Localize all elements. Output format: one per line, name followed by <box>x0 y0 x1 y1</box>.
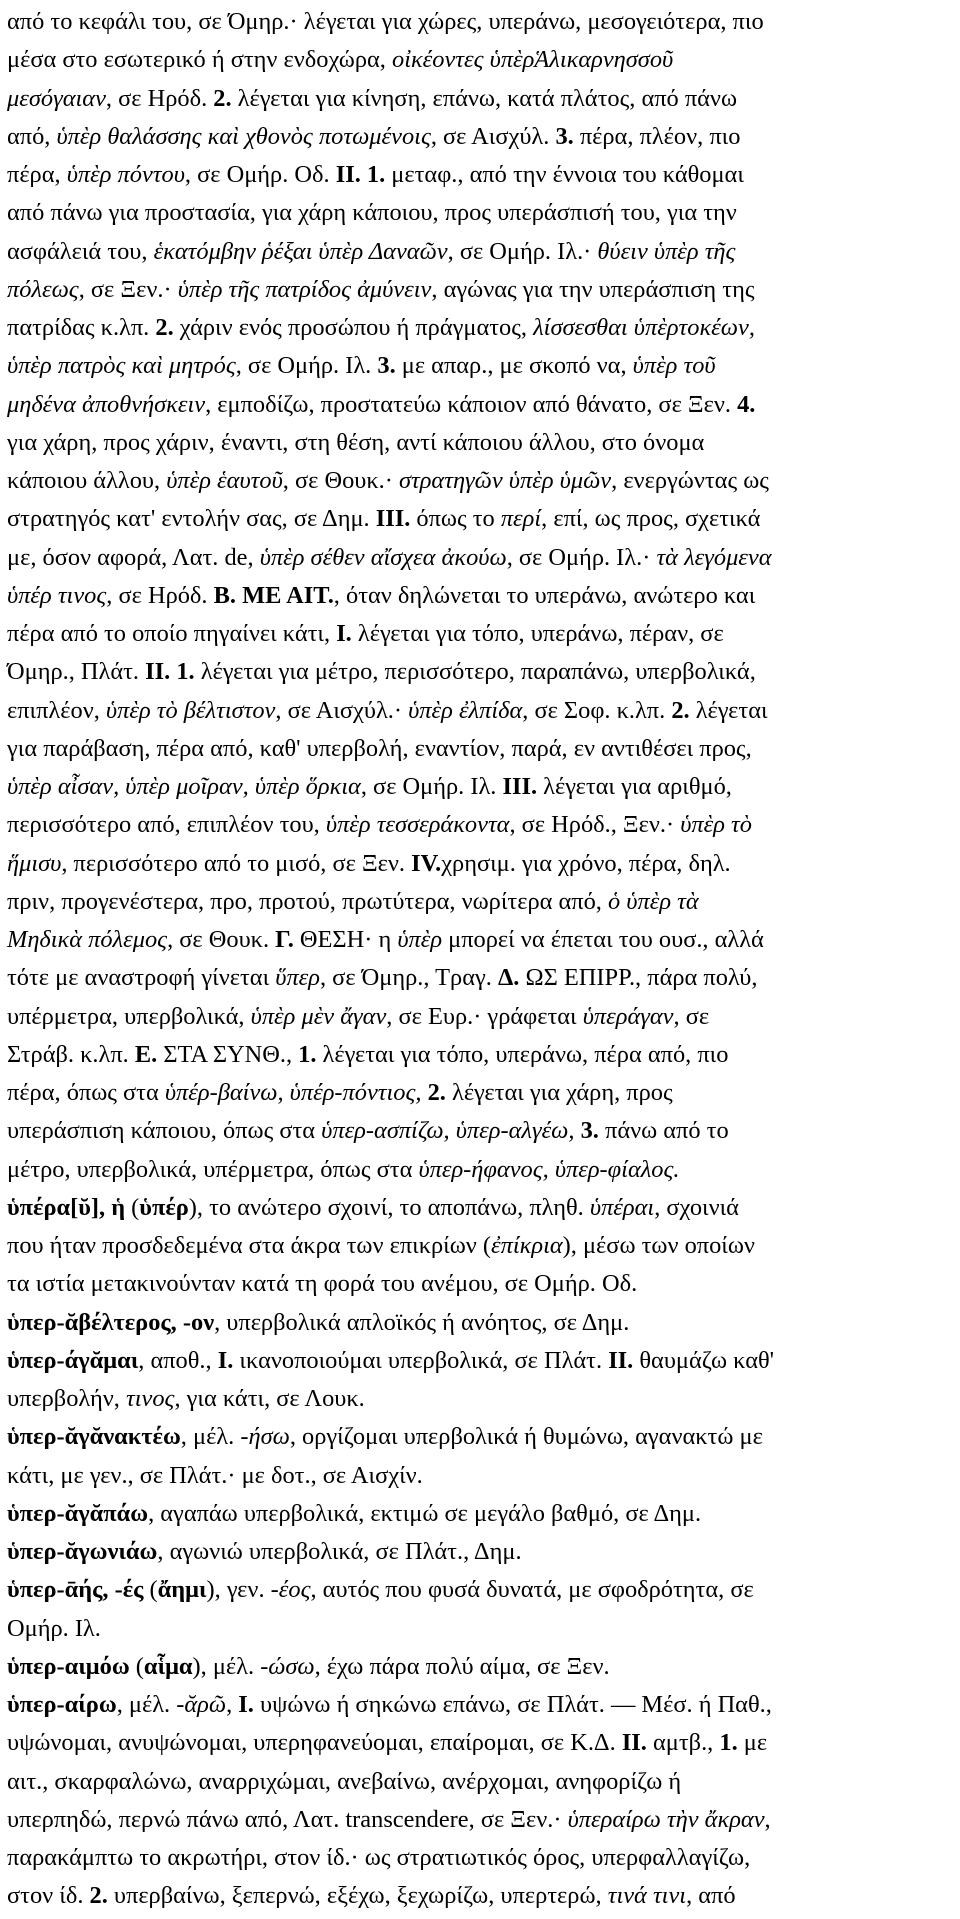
italic-text-run: ὑπεραίρω τὴν ἄκραν <box>567 1805 765 1833</box>
text-run: από πάνω για προστασία, για χάρη κάποιου, προς υπεράσπισή του, για την <box>7 199 737 227</box>
text-run: από, <box>7 122 57 150</box>
text-run: , σε Αισχύλ.· <box>275 696 409 724</box>
text-line <box>7 1421 953 1459</box>
text-line <box>7 1689 953 1727</box>
italic-text-run: Μηδικὰ πόλεμος <box>7 926 168 953</box>
italic-text-run: ὑπὲρ πατρὸς καὶ μητρός <box>7 352 236 380</box>
bold-text-run: ὑπερ-ᾱής, -ές <box>7 1576 144 1604</box>
text-run: , σε Ξεν.· <box>78 275 178 303</box>
text-run: κάποιου άλλου, <box>7 467 167 494</box>
text-line <box>7 1154 953 1192</box>
text-line <box>7 1460 953 1498</box>
italic-text-run: θύειν ὑπὲρ τῆς <box>597 237 736 265</box>
text-run: λέγεται για μέτρο, περισσότερο, παραπάνω, υπερβολικά, <box>194 658 756 686</box>
text-line <box>7 1001 953 1039</box>
text-run: χρησιμ. για χρόνο, πέρα, δηλ. <box>441 849 731 877</box>
text-run: , για κάτι, σε Λουκ. <box>174 1385 365 1412</box>
italic-text-run: τὰ λεγόμενα <box>656 543 772 571</box>
text-line <box>7 312 953 350</box>
text-run: υπέρμετρα, υπερβολικά, <box>7 1002 251 1030</box>
bold-text-run: 2. <box>213 84 232 112</box>
bold-text-run: 2. <box>671 696 690 724</box>
text-run: θαυμάζω καθ' <box>633 1346 775 1374</box>
bold-text-run: ὑπέρ <box>139 1193 189 1221</box>
text-line <box>7 618 953 656</box>
text-run: , επί, ως προς, σχετικά <box>541 505 761 533</box>
text-run: , σε Θουκ.· <box>282 467 399 494</box>
italic-text-run: λίσσεσθαι ὑπὲρτοκέων, <box>533 314 755 341</box>
text-run: , αυτός που φυσά δυνατά, με σφοδρότητα, σε <box>310 1576 754 1604</box>
text-run: για παράβαση, πέρα από, καθ' υπερβολή, εναντίον, παρά, εν αντιθέσει προς, <box>7 734 752 762</box>
italic-text-run: ὑπέραι <box>589 1193 655 1221</box>
text-run: , σε Ομήρ. Οδ. <box>184 161 336 188</box>
dictionary-text-body <box>7 6 953 1919</box>
text-line <box>7 809 953 847</box>
text-run: , έχω πάρα πολύ αίμα, σε Ξεν. <box>314 1652 610 1680</box>
text-run: τα ιστία μετακινούνταν κατά τη φορά του ανέμου, σε Ομήρ. Οδ. <box>7 1270 638 1298</box>
text-run: , σε Ηρόδ. <box>105 84 214 112</box>
text-run: ), μέλ. <box>192 1652 261 1680</box>
text-line <box>7 1307 953 1345</box>
text-run: με απαρ., με σκοπό να, <box>395 352 633 380</box>
italic-text-run: ὑπὲρ σέθεν αἴσχεα ἀκούω <box>259 543 507 571</box>
italic-text-run: ὑπέρ-βαίνω, ὑπέρ-πόντιος, <box>164 1079 422 1106</box>
italic-text-run: ὑπὲρ αἶσαν, ὑπὲρ μοῖραν, ὑπὲρ ὅρκια <box>7 773 361 800</box>
text-run: , εμποδίζω, προστατεύω κάποιον από θάνατο, σε Ξεν. <box>205 390 738 418</box>
text-run: υψώνομαι, ανυψώνομαι, υπερηφανεύομαι, επαίρομαι, σε Κ.Δ. <box>7 1729 622 1757</box>
text-run: , σε Αισχύλ. <box>430 122 556 150</box>
text-line <box>7 1651 953 1689</box>
bold-text-run: ὑπερ-ᾰβέλτερος, -ον <box>7 1308 215 1336</box>
text-run: , σε Σοφ. κ.λπ. <box>522 696 672 724</box>
italic-text-run: -ήσω <box>240 1423 290 1451</box>
italic-text-run: ὑπέρ τινος <box>7 581 107 609</box>
bold-text-run: II. 1. <box>335 161 386 188</box>
text-run: πέρα, <box>7 161 67 188</box>
text-run: , οργίζομαι υπερβολικά ή θυμώνω, αγανακτώ με <box>289 1423 763 1451</box>
text-run: πάνω από το <box>598 1117 729 1145</box>
text-line <box>7 656 953 694</box>
text-line <box>7 924 953 962</box>
text-line <box>7 350 953 388</box>
italic-text-run: -ώσω <box>260 1652 315 1680</box>
text-run: ΘΕΣΗ· η <box>293 926 398 953</box>
text-run: , αποθ., <box>138 1346 218 1374</box>
text-run: στρατηγός κατ' εντολήν σας, σε Δημ. <box>7 505 376 533</box>
text-run: υπερβαίνω, ξεπερνώ, εξέχω, ξεχωρίζω, υπερτερώ, <box>107 1882 608 1910</box>
bold-text-run: αἷμα <box>143 1652 193 1680</box>
bold-text-run: II. 1. <box>145 658 195 686</box>
italic-text-run: ὑπερ-ήφανος, ὑπερ-φίαλος. <box>418 1155 680 1183</box>
italic-text-run: ὑπὲρ ἐλπίδα <box>408 696 523 724</box>
text-run: ), γεν. <box>206 1576 271 1604</box>
text-line <box>7 848 953 886</box>
text-line <box>7 1842 953 1880</box>
text-line <box>7 1345 953 1383</box>
text-run: υπερβολήν, <box>7 1385 126 1412</box>
text-line <box>7 1230 953 1268</box>
text-run: μέσα στο εσωτερικό ή στην ενδοχώρα, <box>7 46 392 74</box>
italic-text-run: μηδένα ἀποθνήσκειν <box>7 390 206 418</box>
italic-text-run: στρατηγῶν ὑπὲρ ὑμῶν <box>398 467 612 494</box>
bold-text-run: ὑπερ-αιμόω <box>7 1652 130 1680</box>
text-run: , από <box>686 1882 736 1910</box>
text-line <box>7 695 953 733</box>
text-line <box>7 503 953 541</box>
text-line <box>7 1613 953 1651</box>
bold-text-run: ὑπερ-άγᾰμαι <box>7 1346 139 1374</box>
text-run: πέρα, πλέον, πιο <box>573 122 741 150</box>
text-run: λέγεται <box>689 696 768 724</box>
text-line <box>7 6 953 44</box>
text-run: λέγεται για χάρη, προς <box>445 1079 673 1106</box>
text-run: λέγεται για τόπο, υπεράνω, πέραν, σε <box>351 620 724 647</box>
text-run: , μέλ. <box>116 1691 177 1718</box>
text-run: ( <box>129 1652 144 1680</box>
text-run: υπερπηδώ, περνώ πάνω από, Λατ. transcendere, σε Ξεν.· <box>7 1805 568 1833</box>
italic-text-run: ὑπὲρ πόντου <box>66 161 185 188</box>
text-run: πριν, προγενέστερα, προ, προτού, πρωτύτερα, νωρίτερα από, <box>7 887 608 915</box>
text-run: , σε Ηρόδ. <box>106 581 214 609</box>
text-run: λέγεται για αριθμό, <box>537 773 732 800</box>
text-line <box>7 1880 953 1918</box>
bold-text-run: IV. <box>411 849 442 877</box>
text-run: , σε Ομήρ. Ιλ.· <box>506 543 657 571</box>
text-line <box>7 1574 953 1612</box>
text-run: λέγεται για τόπο, υπεράνω, πέρα από, πιο <box>316 1040 729 1068</box>
text-line <box>7 1498 953 1536</box>
text-line <box>7 1804 953 1842</box>
text-run: πέρα, όπως στα <box>7 1079 165 1106</box>
text-run: , αγαπάω υπερβολικά, εκτιμώ σε μεγάλο βαθμό, σε Δημ. <box>148 1499 702 1527</box>
text-run: μεταφ., από την έννοια του κάθομαι <box>385 161 744 188</box>
text-run: τότε με αναστροφή γίνεται <box>7 964 276 992</box>
text-run: με <box>737 1729 768 1757</box>
text-line <box>7 389 953 427</box>
text-run: ικανοποιούμαι υπερβολικά, σε Πλάτ. <box>233 1346 609 1374</box>
bold-text-run: ὑπερ-αίρω <box>7 1691 117 1718</box>
text-run: στον ίδ. <box>7 1882 90 1910</box>
text-run: για χάρη, προς χάριν, έναντι, στη θέση, αντί κάποιου άλλου, στο όνομα <box>7 428 705 456</box>
text-line <box>7 580 953 618</box>
italic-text-run: ἥμισυ <box>7 849 62 877</box>
text-run: , <box>764 1805 771 1833</box>
text-run: κάτι, με γεν., σε Πλάτ.· με δοτ., σε Αισχίν. <box>7 1461 423 1489</box>
bold-text-run: 2. <box>89 1882 108 1910</box>
italic-text-run: ὑπὲρ τοῦ <box>632 352 716 380</box>
text-run: , σχοινιά <box>654 1193 739 1221</box>
text-run: πατρίδας κ.λπ. <box>7 314 156 341</box>
text-run: περισσότερο από, επιπλέον του, <box>7 811 326 839</box>
text-run: ( <box>125 1193 140 1221</box>
bold-text-run: ἄημι <box>157 1576 207 1604</box>
text-run: όπως το <box>410 505 501 533</box>
bold-text-run: 1. <box>298 1040 317 1068</box>
text-run: ), μέσω των οποίων <box>562 1232 755 1259</box>
bold-text-run: I. <box>336 620 352 647</box>
text-line <box>7 159 953 197</box>
bold-text-run: ὑπερ-ᾰγωνιάω <box>7 1538 158 1565</box>
bold-text-run: 3. <box>580 1117 599 1145</box>
text-run: αμτβ., <box>646 1729 720 1757</box>
text-run: ΣΤΑ ΣΥΝΘ., <box>157 1040 299 1068</box>
text-run: , σε Ομήρ. Ιλ. <box>360 773 503 800</box>
text-line <box>7 1268 953 1306</box>
bold-text-run: 3. <box>377 352 396 380</box>
text-run: , αγώνας για την υπεράσπιση της <box>431 275 755 303</box>
bold-text-run: I. <box>238 1691 254 1718</box>
bold-text-run: 4. <box>737 390 756 418</box>
italic-text-run: οἰκέοντες ὑπὲρἉλικαρνησσοῦ <box>392 46 674 74</box>
text-line <box>7 274 953 312</box>
text-line <box>7 1727 953 1765</box>
text-line <box>7 121 953 159</box>
text-run: , σε <box>673 1002 710 1030</box>
text-run: ασφάλειά του, <box>7 237 154 265</box>
text-line <box>7 1536 953 1574</box>
text-run: Ομήρ. Ιλ. <box>7 1614 101 1642</box>
text-run: παρακάμπτω το ακρωτήρι, στον ίδ.· ως στρατιωτικός όρος, υπερφαλλαγίζω, <box>7 1844 751 1871</box>
italic-text-run: τινος <box>126 1385 175 1412</box>
text-line <box>7 83 953 121</box>
text-run: ( <box>143 1576 158 1604</box>
italic-text-run: ἐπίκρια <box>491 1232 563 1259</box>
italic-text-run: περί <box>500 505 542 533</box>
bold-text-run: ὑπέρα[ῠ], ἡ <box>7 1193 126 1221</box>
bold-text-run: II. <box>608 1346 634 1374</box>
italic-text-run: μεσόγαιαν <box>7 84 106 112</box>
text-run: , όταν δηλώνεται το υπεράνω, ανώτερο και <box>333 581 756 609</box>
italic-text-run: ὑπεράγαν <box>582 1002 674 1030</box>
text-run: χάριν ενός προσώπου ή πράγματος, <box>173 314 534 341</box>
italic-text-run: ἑκατόμβην ῥέξαι ὑπὲρ Δαναῶν <box>153 237 448 265</box>
text-run: με, όσον αφορά, Λατ. de, <box>7 543 260 571</box>
text-line <box>7 886 953 924</box>
italic-text-run: ὑπὲρ ἑαυτοῦ <box>166 467 283 494</box>
bold-text-run: Γ. <box>275 926 294 953</box>
text-line <box>7 465 953 503</box>
italic-text-run: ὑπὲρ μὲν ἄγαν <box>250 1002 387 1030</box>
text-line <box>7 197 953 235</box>
bold-text-run: 1. <box>719 1729 738 1757</box>
text-run: , σε Ευρ.· γράφεται <box>386 1002 583 1030</box>
bold-text-run: ὑπερ-ᾰγᾰπάω <box>7 1499 149 1527</box>
bold-text-run: 2. <box>155 314 174 341</box>
italic-text-run: ὑπὲρ θαλάσσης καὶ χθονὸς ποτωμένοις <box>56 122 431 150</box>
bold-text-run: III. <box>375 505 411 533</box>
text-line <box>7 44 953 82</box>
text-line <box>7 236 953 274</box>
text-line <box>7 962 953 1000</box>
bold-text-run: II. <box>621 1729 647 1757</box>
text-run: , υπερβολικά απλοϊκός ή ανόητος, σε Δημ. <box>214 1308 630 1336</box>
text-line <box>7 1115 953 1153</box>
text-run: ), το ανώτερο σχοινί, το αποπάνω, πληθ. <box>188 1193 590 1221</box>
text-run: , σε Ομήρ. Ιλ. <box>235 352 378 380</box>
text-run: , σε Ομήρ. Ιλ.· <box>447 237 598 265</box>
text-line <box>7 427 953 465</box>
bold-text-run: 3. <box>555 122 574 150</box>
italic-text-run: ὑπὲρ <box>397 926 443 953</box>
italic-text-run: ὁ ὑπὲρ τὰ <box>608 887 699 915</box>
text-run: επιπλέον, <box>7 696 106 724</box>
bold-text-run: 2. <box>427 1079 446 1106</box>
italic-text-run: ὑπερ-ασπίζω, ὑπερ-αλγέω, <box>321 1117 575 1145</box>
text-line <box>7 1192 953 1230</box>
text-line <box>7 1766 953 1804</box>
text-run: Στράβ. κ.λπ. <box>7 1040 135 1068</box>
text-line <box>7 1383 953 1421</box>
text-line <box>7 1077 953 1115</box>
text-line <box>7 542 953 580</box>
text-run: αιτ., σκαρφαλώνω, αναρριχώμαι, ανεβαίνω, ανέρχομαι, ανηφορίζω ή <box>7 1767 682 1795</box>
italic-text-run: -έος <box>270 1576 311 1604</box>
text-line <box>7 733 953 771</box>
text-line <box>7 1039 953 1077</box>
text-run: , <box>226 1691 239 1718</box>
bold-text-run: Δ. <box>497 964 520 992</box>
text-run: λέγεται για κίνηση, επάνω, κατά πλάτος, από πάνω <box>231 84 738 112</box>
italic-text-run: ὑπὲρ τῆς πατρίδος ἀμύνειν <box>177 275 432 303</box>
text-run: πέρα από το οποίο πηγαίνει κάτι, <box>7 620 337 647</box>
bold-text-run: III. <box>502 773 538 800</box>
text-run: ΩΣ ΕΠΙΡΡ., πάρα πολύ, <box>519 964 758 992</box>
text-run: , μέλ. <box>180 1423 241 1451</box>
text-run: , αγωνιώ υπερβολικά, σε Πλάτ., Δημ. <box>157 1538 522 1565</box>
text-run: , ενεργώντας ως <box>611 467 769 494</box>
text-run: υπεράσπιση κάποιου, όπως στα <box>7 1117 322 1145</box>
bold-text-run: I. <box>217 1346 234 1374</box>
text-run: , περισσότερο από το μισό, σε Ξεν. <box>61 849 412 877</box>
text-run: μπορεί να έπεται του ουσ., αλλά <box>442 926 764 953</box>
bold-text-run: Β. ΜΕ ΑΙΤ. <box>213 581 334 609</box>
italic-text-run: πόλεως <box>7 275 79 303</box>
bold-text-run: ὑπερ-ᾰγᾰνακτέω <box>7 1423 181 1451</box>
text-run: , σε Όμηρ., Τραγ. <box>319 964 498 992</box>
text-run: , σε Ηρόδ., Ξεν.· <box>509 811 681 839</box>
text-run: που ήταν προσδεδεμένα στα άκρα των επικρίων ( <box>7 1232 492 1259</box>
text-run: Όμηρ., Πλάτ. <box>7 658 146 686</box>
text-run: μέτρο, υπερβολικά, υπέρμετρα, όπως στα <box>7 1155 419 1183</box>
text-run: από το κεφάλι του, σε Όμηρ.· λέγεται για χώρες, υπεράνω, μεσογειότερα, πιο <box>7 8 764 35</box>
italic-text-run: ὕπερ <box>275 964 320 992</box>
italic-text-run: ὑπὲρ τὸ <box>680 811 752 839</box>
bold-text-run: Ε. <box>134 1040 158 1068</box>
italic-text-run: ὑπὲρ τὸ βέλτιστον <box>105 696 276 724</box>
italic-text-run: ὑπὲρ τεσσεράκοντα <box>325 811 510 839</box>
text-run: , σε Θουκ. <box>167 926 276 953</box>
text-run: υψώνω ή σηκώνω επάνω, σε Πλάτ. ― Μέσ. ή Παθ., <box>253 1691 772 1718</box>
italic-text-run: -ᾰρῶ <box>176 1691 227 1718</box>
italic-text-run: τινά τινι <box>607 1882 687 1910</box>
text-line <box>7 771 953 809</box>
